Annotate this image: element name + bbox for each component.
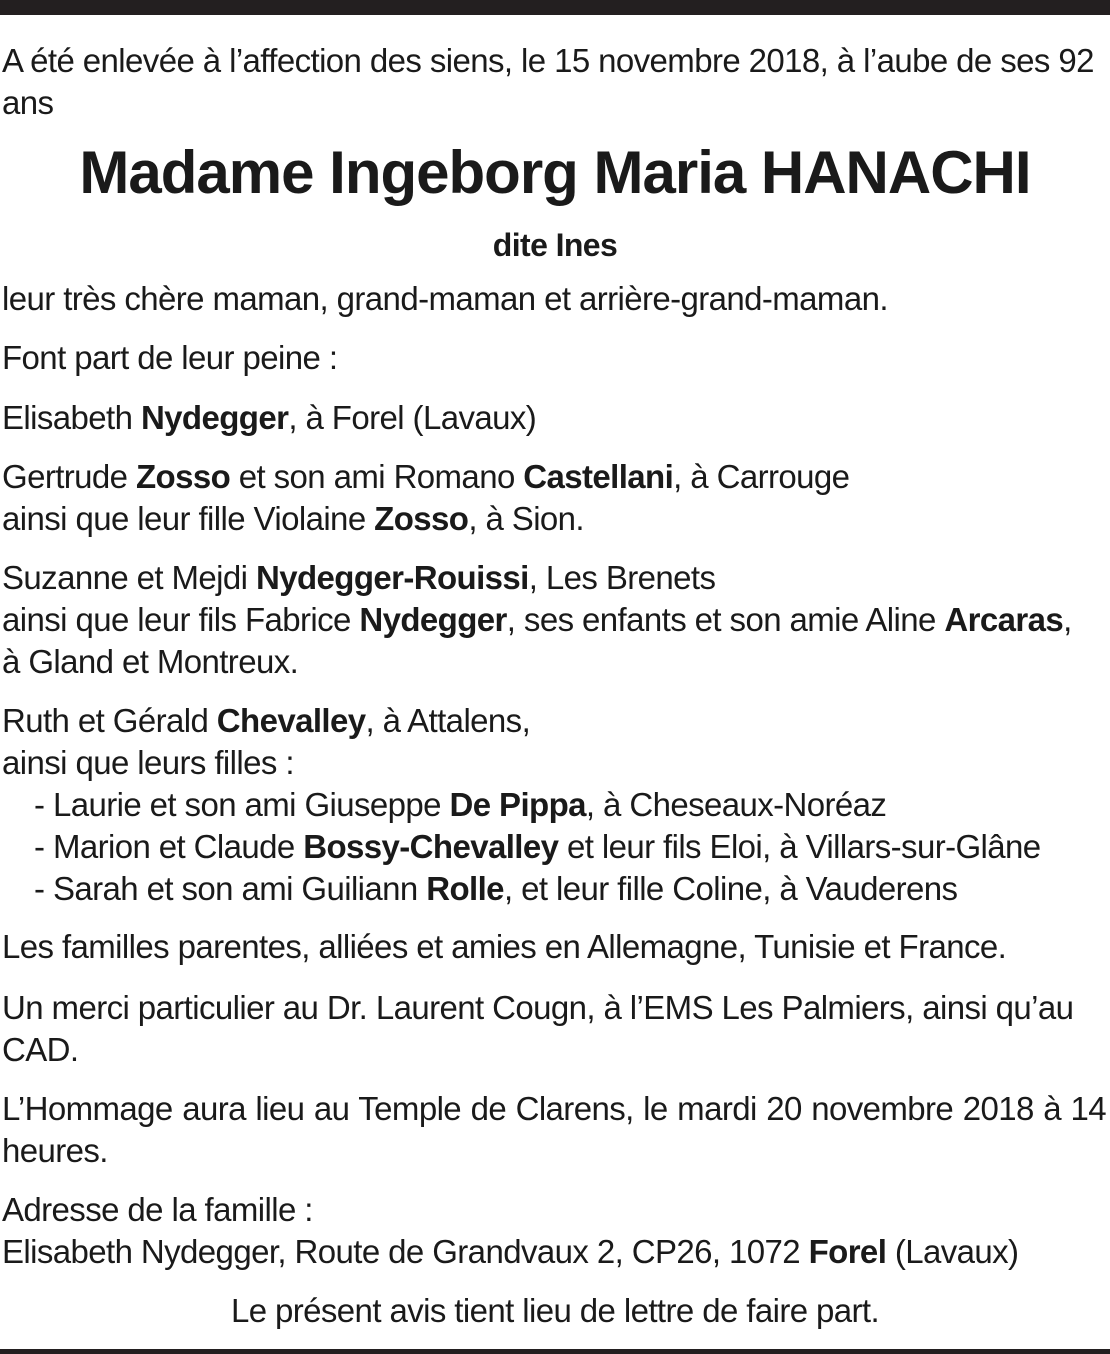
- family-group-3: [2, 557, 1106, 683]
- address-line: Elisabeth Nydegger, Route de Grandvaux 2, CP26, 1072 Forel (Lavaux): [2, 1233, 1019, 1270]
- thanks-text: Un merci particulier au Dr. Laurent Cougn, à l’EMS Les Palmiers, ainsi qu’au CAD.: [2, 989, 1074, 1068]
- top-rule: [0, 0, 1110, 15]
- family-subline: - Sarah et son ami Guiliann Rolle, et leur fille Coline, à Vauderens: [34, 870, 958, 907]
- notice-text: Le présent avis tient lieu de lettre de faire part.: [230, 1292, 880, 1329]
- family-line: Suzanne et Mejdi Nydegger-Rouissi, Les Brenets: [2, 559, 716, 596]
- deceased-name: Madame Ingeborg Maria HANACHI: [79, 139, 1031, 206]
- family-subline: - Laurie et son ami Giuseppe De Pippa, à Cheseaux-Noréaz: [34, 786, 887, 823]
- family-line: ainsi que leur fils Fabrice Nydegger, ses enfants et son amie Aline Arcaras,: [2, 601, 1072, 638]
- relatives-text: Les familles parentes, alliées et amies en Allemagne, Tunisie et France.: [2, 928, 1007, 965]
- family-line: à Gland et Montreux.: [2, 643, 299, 680]
- family-line-1: Elisabeth Nydegger, à Forel (Lavaux): [2, 399, 537, 436]
- family-subline: - Marion et Claude Bossy-Chevalley et leur fils Eloi, à Villars-sur-Glâne: [34, 828, 1041, 865]
- intro-text: A été enlevée à l’affection des siens, le 15 novembre 2018, à l’aube de ses 92 ans: [2, 42, 1094, 121]
- address-label: Adresse de la famille :: [2, 1191, 313, 1228]
- family-line: ainsi que leur fille Violaine Zosso, à Sion.: [2, 500, 585, 537]
- bottom-rule: [0, 1349, 1110, 1354]
- announce-text: Font part de leur peine :: [2, 339, 338, 376]
- relation-text: leur très chère maman, grand-maman et arrière-grand-maman.: [2, 280, 888, 317]
- family-line: Gertrude Zosso et son ami Romano Castellani, à Carrouge: [2, 458, 850, 495]
- family-line: Ruth et Gérald Chevalley, à Attalens,: [2, 702, 531, 739]
- service-text: L’Hommage aura lieu au Temple de Clarens, le mardi 20 novembre 2018 à 14 heures.: [2, 1090, 1106, 1169]
- family-group-2: [2, 456, 1106, 540]
- deceased-alias: dite Ines: [492, 227, 618, 263]
- family-address: [2, 1189, 1106, 1273]
- family-group-4: [2, 700, 1106, 910]
- family-line: ainsi que leurs filles :: [2, 744, 294, 781]
